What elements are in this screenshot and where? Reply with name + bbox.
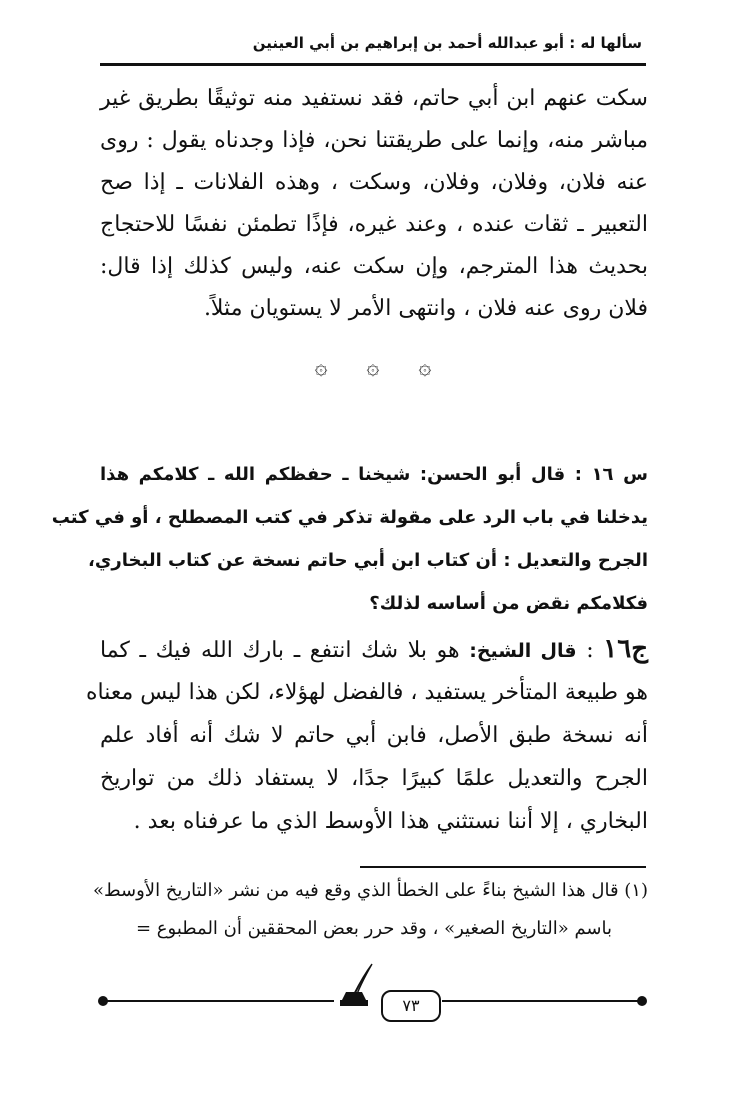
header-rule: [100, 63, 646, 66]
footer-rule-right: [442, 1000, 642, 1002]
footer-dot-right: [637, 996, 647, 1006]
inkwell-quill-icon: [334, 962, 374, 1010]
paragraph-1-line: سكت عنهم ابن أبي حاتم، فقد نستفيد منه توثيقًا بطريق غير: [100, 86, 648, 111]
section-separator: [0, 355, 746, 380]
footnote-line: (١) قال هذا الشيخ بناءً على الخطأ الذي وقع فيه من نشر «التاريخ الأوسط»: [92, 880, 648, 901]
answer-first-line-text: هو بلا شك انتفع ـ بارك الله فيك ـ كما: [100, 638, 470, 663]
footnote-rule: [360, 866, 646, 868]
running-header: سألها له : أبو عبدالله أحمد بن إبراهيم بن أبي العينين: [252, 34, 642, 52]
question-line: الجرح والتعديل : أن كتاب ابن أبي حاتم نسخة عن كتاب البخاري،: [88, 550, 648, 571]
answer-line: أنه نسخة طبق الأصل، فابن أبي حاتم لا شك أنه أفاد علم: [100, 723, 648, 748]
footnotes: [92, 872, 648, 948]
answer-first-line: [100, 628, 648, 671]
paragraph-1-line: مباشر منه، وإنما على طريقتنا نحن، فإذا وجدناه يقول : روى: [100, 128, 648, 153]
separator-ornament-icon: ۞: [418, 355, 432, 380]
question-16: [51, 453, 649, 625]
answer-line: الجرح والتعديل علمًا كبيرًا جدًا، لا يستفاد ذلك من تواريخ: [100, 766, 648, 791]
answer-colon: :: [576, 638, 604, 663]
footer-rule-left: [104, 1000, 334, 1002]
paragraph-1-line: التعبير ـ ثقات عنده ، وعند غيره، فإذًا تطمئن نفسًا للاحتجاج: [100, 212, 648, 237]
paragraph-1: [100, 78, 648, 330]
answer-16: [85, 628, 648, 843]
page-number: ٧٣: [381, 990, 441, 1022]
question-line: يدخلنا في باب الرد على مقولة تذكر في كتب المصطلح ، أو في كتب: [51, 507, 648, 528]
answer-speaker: قال الشيخ:: [469, 640, 577, 662]
answer-line: هو طبيعة المتأخر يستفيد ، فالفضل لهؤلاء، لكن هذا ليس معناه: [85, 680, 648, 705]
footnote-line: باسم «التاريخ الصغير» ، وقد حرر بعض المحققين أن المطبوع =: [136, 918, 612, 939]
question-line: فكلامكم نقض من أساسه لذلك؟: [369, 593, 648, 614]
paragraph-1-line: فلان روى عنه فلان ، وانتهى الأمر لا يستويان مثلاً.: [203, 296, 648, 321]
separator-ornament-icon: ۞: [314, 355, 328, 380]
paragraph-1-line: عنه فلان، وفلان، وفلان، وسكت ، وهذه الفلانات ـ إذا صح: [100, 170, 648, 195]
answer-line: البخاري ، إلا أننا نستثني هذا الأوسط الذي ما عرفناه بعد .: [133, 809, 648, 834]
answer-marker: ج١٦: [603, 634, 648, 664]
separator-ornament-icon: ۞: [366, 355, 380, 380]
paragraph-1-line: بحديث هذا المترجم، وإن سكت عنه، وليس كذلك إذا قال:: [100, 254, 648, 279]
question-line: س ١٦ : قال أبو الحسن: شيخنا ـ حفظكم الله ـ كلامكم هذا: [100, 464, 649, 485]
